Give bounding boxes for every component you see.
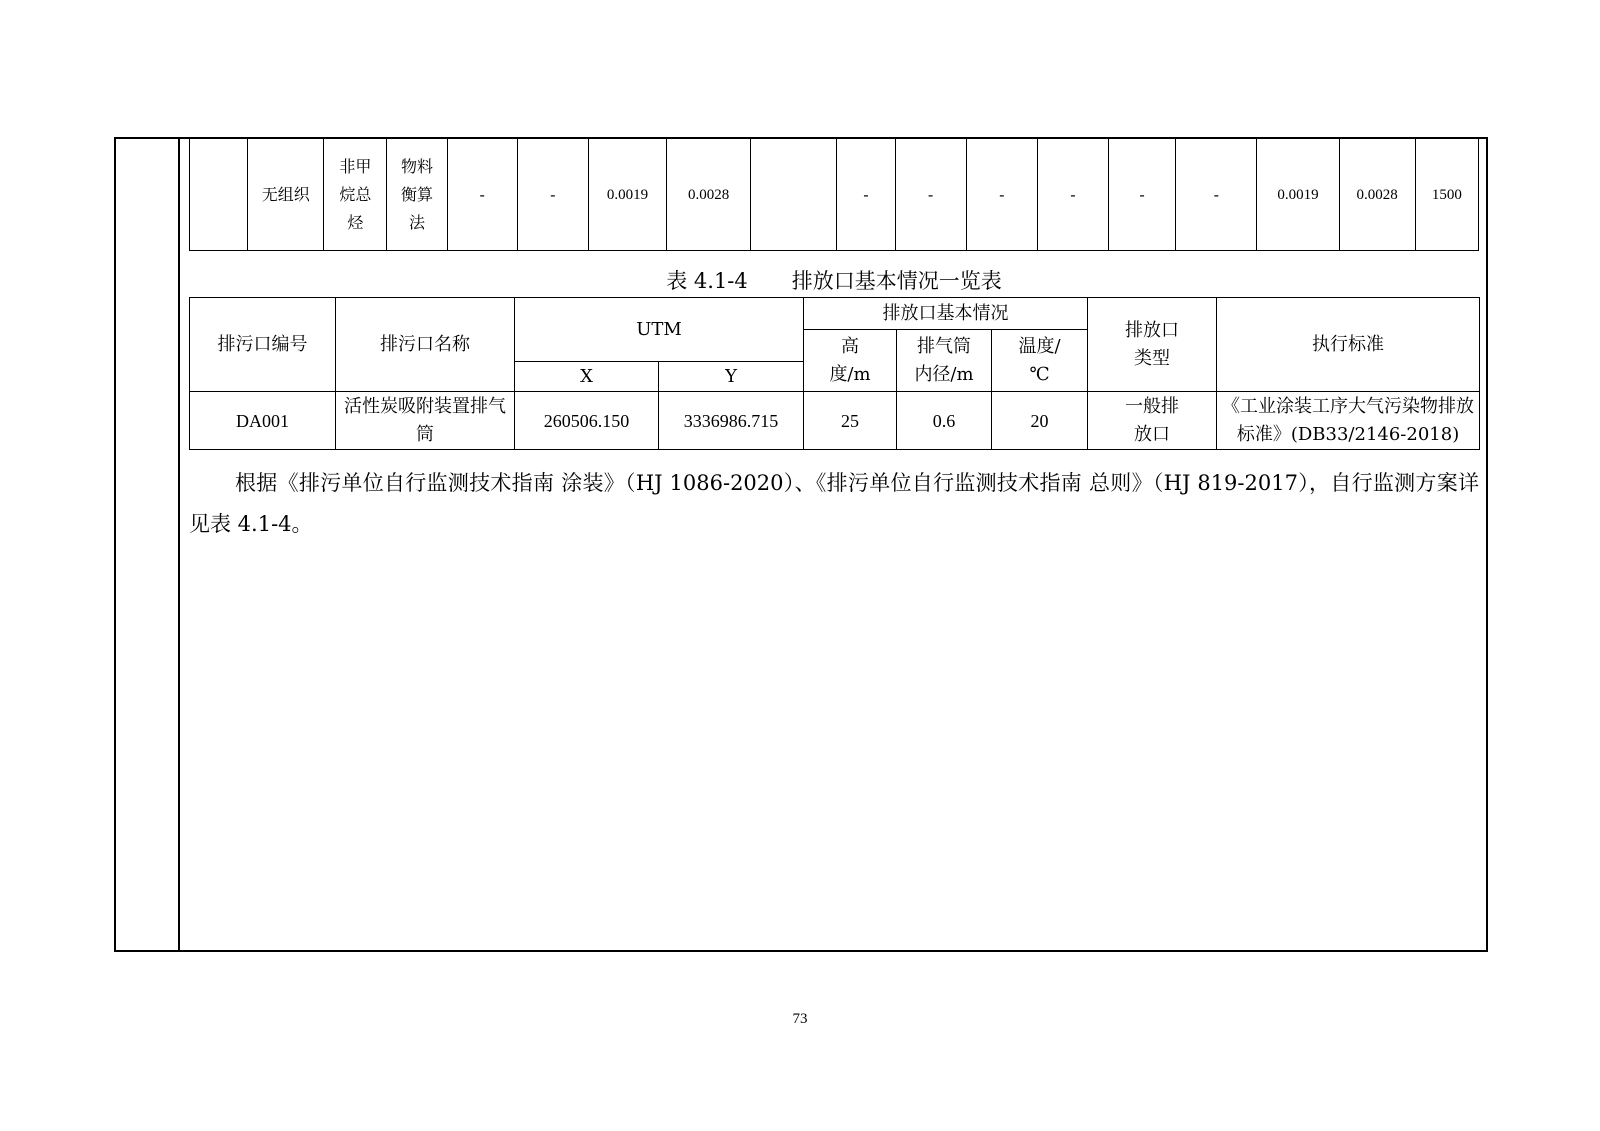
table-cell: - (517, 139, 588, 251)
table-cell: 0.0028 (1339, 139, 1415, 251)
cell-utm-x: 260506.150 (515, 392, 659, 450)
caption-title: 排放口基本情况一览表 (791, 269, 1002, 293)
table-cell: - (447, 139, 517, 251)
cell-inner-diameter: 0.6 (897, 392, 992, 450)
table-cell: 0.0019 (588, 139, 666, 251)
cell-standard: 《工业涂装工序大气污染物排放标准》(DB33/2146-2018) (1217, 392, 1480, 450)
frame-divider (178, 137, 180, 952)
table-cell: - (1176, 139, 1257, 251)
table-header-row (190, 298, 1480, 330)
cell-utm-y: 3336986.715 (659, 392, 804, 450)
table-cell: - (895, 139, 966, 251)
cell-outlet-id: DA001 (190, 392, 336, 450)
table-caption (189, 265, 1479, 295)
header-outlet-type: 排放口类型 (1088, 298, 1217, 392)
table-cell (190, 139, 248, 251)
header-standard: 执行标准 (1217, 298, 1480, 392)
header-utm-x: X (515, 362, 659, 392)
cell-temperature: 20 (992, 392, 1088, 450)
table-cell: - (1037, 139, 1108, 251)
body-paragraph: 根据《排污单位自行监测技术指南 涂装》（HJ 1086-2020）、《排污单位自行监测技术指南 总则》（HJ 819-2017），自行监测方案详见表 4.1-4。 (189, 471, 1479, 536)
cell-height: 25 (804, 392, 897, 450)
table-cell: 物料衡算法 (387, 139, 447, 251)
header-utm-y: Y (659, 362, 804, 392)
caption-number: 表 4.1-4 (666, 269, 748, 293)
outlet-table (189, 297, 1480, 450)
header-utm: UTM (515, 298, 804, 362)
emissions-table-fragment (189, 138, 1479, 251)
header-outlet-id: 排污口编号 (190, 298, 336, 392)
header-outlet-name: 排污口名称 (336, 298, 515, 392)
table-cell: - (966, 139, 1037, 251)
table-row (190, 392, 1480, 450)
cell-outlet-type: 一般排放口 (1088, 392, 1217, 450)
table-cell (751, 139, 837, 251)
page-number: 73 (792, 1011, 808, 1027)
header-temperature: 温度/℃ (992, 330, 1088, 392)
table-row (190, 139, 1479, 251)
header-height: 高度/m (804, 330, 897, 392)
table-cell: 非甲烷总烃 (324, 139, 387, 251)
table-cell: 无组织 (248, 139, 324, 251)
table-cell: 1500 (1415, 139, 1478, 251)
table-cell: 0.0019 (1257, 139, 1339, 251)
cell-outlet-name: 活性炭吸附装置排气筒 (336, 392, 515, 450)
table-cell: 0.0028 (667, 139, 751, 251)
table-cell: - (837, 139, 895, 251)
header-inner-diameter: 排气筒内径/m (897, 330, 992, 392)
header-basic-info: 排放口基本情况 (804, 298, 1088, 330)
table-cell: - (1109, 139, 1176, 251)
